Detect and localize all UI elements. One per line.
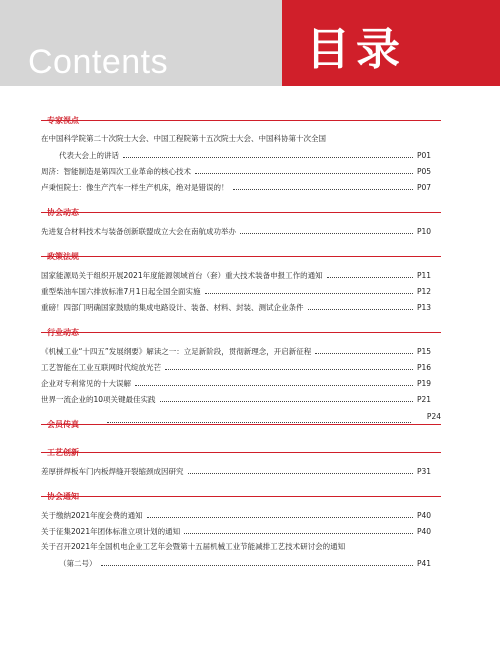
entry-title: 卢秉恒院士：像生产汽车一样生产机床，绝对是错误的！ [41, 183, 229, 192]
section-header [41, 412, 441, 428]
toc-entry[interactable] [41, 522, 441, 538]
entry-title: 关于征集2021年团体标准立项计划的通知 [41, 527, 181, 536]
section-divider [41, 424, 441, 425]
section-title: 行业动态 [47, 328, 79, 337]
entry-title: 代表大会上的讲话 [59, 151, 119, 160]
toc-entry[interactable] [41, 222, 441, 238]
entry-title: 工艺智能在工业互联网时代绽放光芒 [41, 363, 161, 372]
toc-entry[interactable] [41, 178, 441, 194]
section-header [41, 200, 441, 216]
entry-title: 重磅！四部门明确国家鼓励的集成电路设计、装备、材料、封装、测试企业条件 [41, 303, 304, 312]
toc-entry[interactable] [41, 282, 441, 298]
section-spacer [41, 570, 441, 576]
toc-section [41, 108, 441, 200]
entry-title: 世界一流企业的10项关键最佳实践 [41, 395, 156, 404]
toc-section [41, 320, 441, 412]
page-number: P40 [417, 511, 432, 520]
dot-leader [101, 554, 414, 566]
page-number: P01 [417, 151, 432, 160]
dot-leader [147, 506, 413, 518]
toc-entry[interactable] [41, 554, 441, 570]
dot-leader [327, 266, 413, 278]
page-title: 目录 [306, 24, 406, 75]
table-of-contents [41, 108, 441, 576]
toc-entry[interactable] [41, 130, 441, 146]
entry-title: 《机械工业“十四五”发展纲要》解读之一：立足新阶段，贯彻新理念，开启新征程 [41, 347, 312, 356]
page-number: P31 [417, 467, 432, 476]
dot-leader [349, 538, 413, 549]
dot-leader [107, 414, 411, 423]
section-divider [41, 120, 441, 121]
page-number: P13 [417, 303, 432, 312]
toc-entry[interactable] [41, 146, 441, 162]
section-divider [41, 256, 441, 257]
toc-entry[interactable] [41, 462, 441, 478]
section-header [41, 440, 441, 456]
toc-entry[interactable] [41, 298, 441, 314]
entry-title: 关于缴纳2021年度会费的通知 [41, 511, 143, 520]
section-divider [41, 496, 441, 497]
section-title: 工艺创新 [47, 448, 79, 457]
page-number: P19 [417, 379, 432, 388]
entry-title: 关于召开2021年全国机电企业工艺年会暨第十五届机械工业节能减排工艺技术研讨会的通知 [41, 542, 346, 551]
section-header [41, 484, 441, 500]
page-number: P05 [417, 167, 432, 176]
dot-leader [308, 298, 414, 310]
page-number: P11 [417, 271, 432, 280]
page-number: P16 [417, 363, 432, 372]
dot-leader [240, 222, 413, 234]
toc-section [41, 200, 441, 244]
entry-title: 在中国科学院第二十次院士大会、中国工程院第十五次院士大会、中国科协第十次全国 [41, 134, 326, 143]
section-header [41, 244, 441, 260]
contents-label: Contents [28, 43, 169, 81]
section-title: 会员传真 [41, 420, 85, 432]
toc-entry[interactable] [41, 266, 441, 282]
toc-entry[interactable] [41, 538, 441, 554]
section-title: 协会动态 [47, 208, 79, 217]
page-number: P40 [417, 527, 432, 536]
toc-entry[interactable] [41, 162, 441, 178]
toc-entry[interactable] [41, 506, 441, 522]
toc-section [41, 244, 441, 320]
section-divider [41, 452, 441, 453]
section-divider [41, 332, 441, 333]
dot-leader [188, 462, 414, 474]
page-number: P21 [417, 395, 432, 404]
dot-leader [160, 390, 413, 402]
entry-title: 企业对专利常见的十大误解 [41, 379, 131, 388]
header-banner [0, 0, 500, 86]
entry-title: 国家能源局关于组织开展2021年度能源领域首台（套）重大技术装备申报工作的通知 [41, 271, 323, 280]
dot-leader [233, 178, 414, 190]
section-divider [41, 212, 441, 213]
dot-leader [315, 342, 413, 354]
section-title: 协会通知 [47, 492, 79, 501]
dot-leader [195, 162, 413, 174]
section-header [41, 108, 441, 124]
entry-title: 差厚拼焊板车门内板焊缝开裂缩颈成因研究 [41, 467, 184, 476]
page-number: P24 [426, 412, 441, 421]
page-number: P12 [417, 287, 432, 296]
dot-leader [165, 358, 413, 370]
page-number: P07 [417, 183, 432, 192]
toc-section [41, 412, 441, 440]
entry-title: 重型柴油车国六排放标准7月1日起全国全面实施 [41, 287, 201, 296]
dot-leader [205, 282, 413, 294]
toc-section [41, 484, 441, 576]
section-title: 政策法规 [47, 252, 79, 261]
entry-title: （第二号） [59, 559, 97, 568]
section-header [41, 320, 441, 336]
entry-title: 周济：智能制造是第四次工业革命的核心技术 [41, 167, 191, 176]
toc-entry[interactable] [41, 342, 441, 358]
dot-leader [123, 146, 413, 158]
dot-leader [135, 374, 413, 386]
entry-title: 先进复合材料技术与装备创新联盟成立大会在南航成功举办 [41, 227, 236, 236]
toc-section [41, 440, 441, 484]
page-number: P10 [417, 227, 432, 236]
dot-leader [330, 130, 413, 141]
dot-leader [184, 522, 413, 534]
toc-entry[interactable] [41, 374, 441, 390]
toc-entry[interactable] [41, 358, 441, 374]
section-title: 专家视点 [47, 116, 79, 125]
page-number: P41 [417, 559, 432, 568]
page-number: P15 [417, 347, 432, 356]
toc-entry[interactable] [41, 390, 441, 406]
